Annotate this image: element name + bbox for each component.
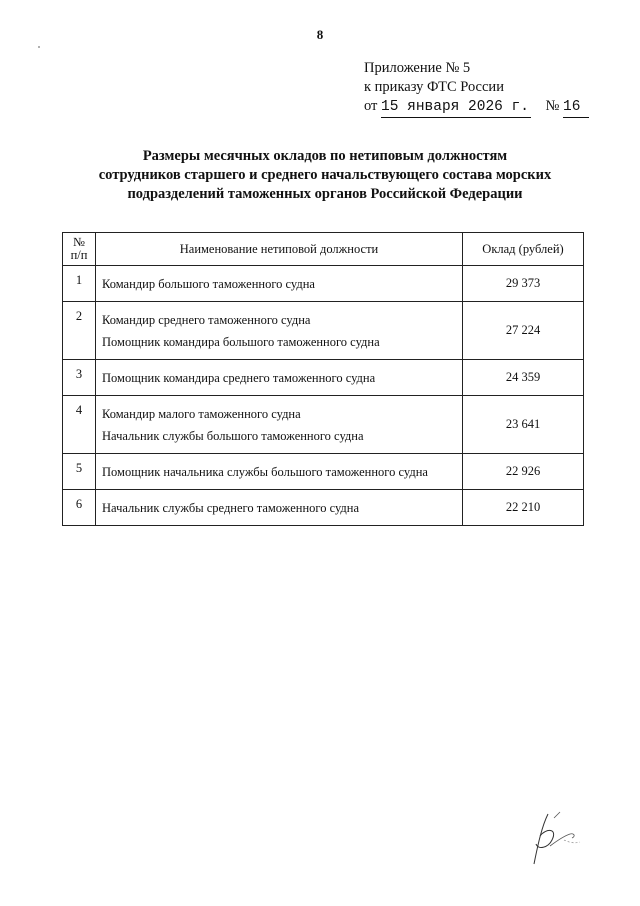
position-name: Командир большого таможенного судна (102, 276, 315, 291)
page-number: 8 (316, 27, 324, 42)
salary-cell: 23 641 (463, 396, 584, 454)
table-row (63, 302, 584, 360)
position-name: Помощник начальника службы большого таможенного судна (102, 464, 428, 479)
document-title-line-3: подразделений таможенных органов Российской Федерации (127, 186, 523, 202)
header-position: Наименование нетиповой должности (96, 233, 463, 266)
table-header-row (63, 233, 584, 266)
scan-speck (38, 46, 40, 48)
table-row (63, 396, 584, 454)
header-number-line-1: № (73, 235, 85, 249)
signature-icon (520, 806, 590, 870)
appendix-order-date-line (364, 97, 589, 118)
salary-cell: 22 926 (463, 454, 584, 490)
appendix-order-reference: к приказу ФТС России (364, 79, 504, 95)
position-name: Командир малого таможенного судна (102, 406, 301, 421)
order-date-prefix: от (364, 98, 378, 114)
appendix-block (364, 59, 589, 118)
header-salary: Оклад (рублей) (463, 233, 584, 266)
order-date: 15 января 2026 г. (381, 98, 531, 118)
position-name: Помощник командира среднего таможенного судна (102, 370, 376, 385)
position-cell (96, 302, 463, 360)
table-row (63, 360, 584, 396)
position-cell (96, 360, 463, 396)
table-row (63, 266, 584, 302)
position-cell (96, 490, 463, 526)
position-cell (96, 396, 463, 454)
order-number: 16 (563, 98, 589, 118)
position-cell (96, 266, 463, 302)
salary-cell: 29 373 (463, 266, 584, 302)
document-title (90, 147, 560, 204)
row-number: 3 (63, 360, 96, 396)
document-title-line-2: сотрудников старшего и среднего начальствующего состава морских (98, 167, 552, 183)
position-name: Помощник командира большого таможенного судна (102, 334, 380, 349)
salary-table (62, 232, 584, 526)
row-number: 4 (63, 396, 96, 454)
appendix-title: Приложение № 5 (364, 60, 471, 76)
table-row (63, 454, 584, 490)
row-number: 2 (63, 302, 96, 360)
salary-cell: 27 224 (463, 302, 584, 360)
document-title-line-1: Размеры месячных окладов по нетиповым должностям (142, 148, 508, 164)
header-number (63, 233, 96, 266)
order-number-prefix: № (545, 98, 560, 114)
position-name: Начальник службы большого таможенного судна (102, 428, 364, 443)
position-cell (96, 454, 463, 490)
position-name: Начальник службы среднего таможенного судна (102, 500, 360, 515)
row-number: 5 (63, 454, 96, 490)
position-name: Командир среднего таможенного судна (102, 312, 311, 327)
salary-cell: 24 359 (463, 360, 584, 396)
salary-cell: 22 210 (463, 490, 584, 526)
row-number: 1 (63, 266, 96, 302)
row-number: 6 (63, 490, 96, 526)
header-number-line-2: п/п (70, 248, 88, 262)
table-row (63, 490, 584, 526)
